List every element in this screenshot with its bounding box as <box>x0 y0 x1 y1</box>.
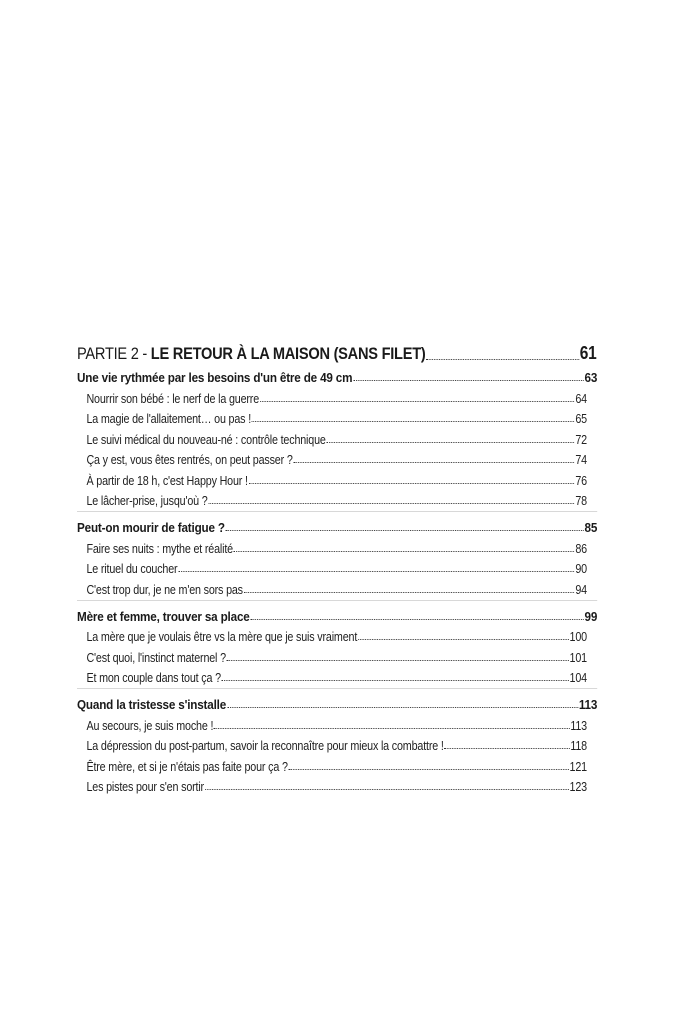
section-entry <box>77 624 587 645</box>
dot-leader <box>445 748 570 749</box>
section-page-number: 121 <box>569 759 587 774</box>
chapter-title: Une vie rythmée par les besoins d'un être de 49 cm <box>77 370 353 385</box>
dot-leader <box>260 401 575 402</box>
section-page-number: 104 <box>569 671 587 685</box>
section-title: C'est trop dur, je ne m'en sors pas <box>86 582 243 597</box>
section-page-number: 74 <box>575 453 587 467</box>
section-page-number: 101 <box>569 650 587 665</box>
section-page-number: 90 <box>575 562 587 576</box>
dot-leader <box>294 462 575 463</box>
dot-leader <box>227 707 578 708</box>
section-entry <box>77 644 587 665</box>
chapter-page-number: 63 <box>584 370 598 385</box>
section-page-number: 123 <box>569 780 587 794</box>
section-page-number: 100 <box>569 630 587 644</box>
dot-leader <box>226 530 584 531</box>
chapter-entry <box>77 688 597 712</box>
dot-leader <box>426 359 579 360</box>
chapter-page-number: 99 <box>584 608 598 624</box>
dot-leader <box>208 503 574 504</box>
part-page-number: 61 <box>579 343 597 363</box>
chapter-title: Quand la tristesse s'installe <box>77 697 227 712</box>
section-title: C'est quoi, l'instinct maternel ? <box>86 650 226 665</box>
dot-leader <box>234 551 575 552</box>
dot-leader <box>289 769 569 770</box>
section-entry <box>77 467 587 488</box>
section-page-number: 118 <box>570 739 587 753</box>
dot-leader <box>327 442 575 443</box>
section-title: La mère que je voulais être vs la mère que je suis vraiment <box>86 630 358 644</box>
table-of-contents <box>77 340 597 794</box>
chapter-title: Peut-on mourir de fatigue ? <box>77 520 225 535</box>
part-heading <box>77 340 596 364</box>
chapter-entry <box>77 600 597 624</box>
section-page-number: 78 <box>575 494 587 508</box>
dot-leader <box>249 483 575 484</box>
dot-leader <box>244 592 575 593</box>
section-title: Être mère, et si je n'étais pas faite pour ça ? <box>86 759 288 774</box>
dot-leader <box>222 680 569 681</box>
section-entry <box>77 665 587 686</box>
chapter-entry <box>77 511 597 535</box>
section-title: Les pistes pour s'en sortir <box>86 780 204 794</box>
section-entry <box>77 733 587 754</box>
section-title: La magie de l'allaitement… ou pas ! <box>86 412 252 426</box>
dot-leader <box>227 660 569 661</box>
dot-leader <box>205 789 569 790</box>
chapter-page-number: 113 <box>578 697 598 712</box>
dot-leader <box>252 421 575 422</box>
section-page-number: 72 <box>575 432 587 447</box>
chapter-page-number: 85 <box>584 520 598 535</box>
section-page-number: 76 <box>575 473 587 488</box>
section-title: À partir de 18 h, c'est Happy Hour ! <box>86 473 248 488</box>
part-prefix: PARTIE 2 - <box>77 344 151 363</box>
section-entry <box>77 447 587 468</box>
section-entry <box>77 774 587 795</box>
section-title: Au secours, je suis moche ! <box>86 718 214 733</box>
section-page-number: 113 <box>570 718 587 733</box>
dot-leader <box>251 619 584 620</box>
section-page-number: 64 <box>575 391 587 406</box>
section-page-number: 65 <box>575 412 587 426</box>
section-entry <box>77 385 587 406</box>
section-title: Le rituel du coucher <box>86 562 178 576</box>
section-entry <box>77 576 587 597</box>
section-entry <box>77 556 587 577</box>
dot-leader <box>358 639 569 640</box>
part-title-text: LE RETOUR À LA MAISON (SANS FILET) <box>150 344 426 363</box>
section-entry <box>77 406 587 427</box>
section-entry <box>77 488 587 509</box>
section-title: Nourrir son bébé : le nerf de la guerre <box>86 391 260 406</box>
section-page-number: 94 <box>575 582 587 597</box>
chapter-title: Mère et femme, trouver sa place <box>77 608 250 624</box>
dot-leader <box>214 728 569 729</box>
dot-leader <box>353 380 583 381</box>
chapter-entry <box>77 364 597 385</box>
section-entry <box>77 712 587 733</box>
section-title: Le lâcher-prise, jusqu'où ? <box>86 494 208 508</box>
section-title: Et mon couple dans tout ça ? <box>86 671 221 685</box>
section-title: Ça y est, vous êtes rentrés, on peut passer ? <box>86 453 293 467</box>
section-title: Le suivi médical du nouveau-né : contrôle technique <box>86 432 326 447</box>
section-page-number: 86 <box>575 541 587 556</box>
section-entry <box>77 535 587 556</box>
section-entry <box>77 753 587 774</box>
section-title: La dépression du post-partum, savoir la reconnaître pour mieux la combattre ! <box>86 739 444 753</box>
dot-leader <box>178 571 574 572</box>
section-title: Faire ses nuits : mythe et réalité <box>86 541 233 556</box>
section-entry <box>77 426 587 447</box>
part-title <box>77 344 426 364</box>
